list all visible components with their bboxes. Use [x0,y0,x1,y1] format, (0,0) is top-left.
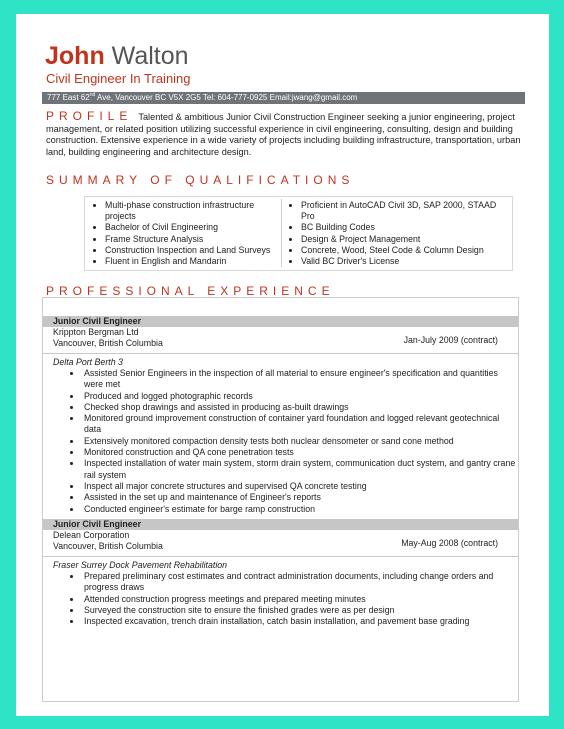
qualifications-right-column [289,200,507,267]
job-bullet: • Checked shop drawings and assisted in producing as-built drawings [82,402,518,413]
qualifications-heading: SUMMARY OF QUALIFICATIONS [46,173,355,187]
qualification-item: • Fluent in English and Mandarin [105,256,277,267]
qualification-item: • Design & Project Management [301,234,507,245]
company-name: Delean Corporation [53,530,130,540]
company-location: Vancouver, British Columbia [53,540,163,551]
job-bullets [43,571,518,627]
job-bullet: • Assisted in the set up and maintenance of Engineer's reports [82,492,518,503]
contact-address-start: 777 East 62 [47,93,90,102]
job-entry [43,316,518,515]
profile-heading: PROFILE [46,109,133,123]
job-title-bar: Junior Civil Engineer [43,519,518,530]
contact-ordinal: nd [89,92,96,98]
company-location: Vancouver, British Columbia [53,337,163,348]
qualification-item: • Multi-phase construction infrastructure projects [105,200,277,222]
job-bullet: • Inspected installation of water main system, storm drain system, communication duct system, and gantry crane rail system [82,458,518,481]
qualification-item: • Frame Structure Analysis [105,234,277,245]
job-bullet: • Conducted engineer's estimate for barge ramp construction [82,504,518,515]
job-bullet: • Prepared preliminary cost estimates and contract administration documents, including change orders and progress draws [82,571,518,594]
first-name: John [45,42,105,70]
job-bullet: • Monitored construction and QA cone penetration tests [82,447,518,458]
job-bullet: • Attended construction progress meetings and prepared meeting minutes [82,594,518,605]
job-bullet: • Produced and logged photographic records [82,391,518,402]
job-bullets [43,368,518,515]
job-title-bar: Junior Civil Engineer [43,316,518,327]
job-bullet: • Inspect all major concrete structures and supervised QA concrete testing [82,481,518,492]
contact-bar [42,92,525,104]
qualifications-divider [281,199,282,267]
qualification-item: • Construction Inspection and Land Surveys [105,245,277,256]
qualifications-box [84,196,513,271]
experience-box [42,297,519,702]
qualification-item: • Concrete, Wood, Steel Code & Column Design [301,245,507,256]
job-bullet: • Surveyed the construction site to ensure the finished grades were as per design [82,605,518,616]
job-title: Civil Engineer In Training [46,71,191,86]
last-name: Walton [111,42,189,70]
project-name: Fraser Surrey Dock Pavement Rehabilitation [53,560,228,570]
experience-heading: PROFESSIONAL EXPERIENCE [46,284,335,298]
qualifications-left-column [93,200,277,267]
job-info [43,327,518,354]
candidate-name [45,42,189,70]
project-name: Delta Port Berth 3 [53,357,123,367]
job-dates: Jan-July 2009 (contract) [403,335,498,345]
qualification-item: • BC Building Codes [301,222,507,233]
profile-section [46,111,526,158]
job-bullet: • Assisted Senior Engineers in the inspection of all material to ensure engineer's specification and quantities were met [82,368,518,391]
profile-text: Talented & ambitious Junior Civil Construction Engineer seeking a junior engineering, project management, or related position utilizing successful experience in civil engineering, consulting, design and building construction. Extensive experience in a wide variety of projects including building infrastructure, transportation, urban land, building engineering and architecture design. [46,112,521,157]
qualification-item: • Bachelor of Civil Engineering [105,222,277,233]
qualification-item: • Proficient in AutoCAD Civil 3D, SAP 2000, STAAD Pro [301,200,507,222]
job-bullet: • Extensively monitored compaction density tests both nuclear densometer or sand cone method [82,436,518,447]
company-name: Krippton Bergman Ltd [53,327,139,337]
job-info [43,530,518,557]
resume-page [16,14,549,716]
job-entry [43,519,518,627]
qualification-item: • Valid BC Driver's License [301,256,507,267]
job-bullet: • Inspected excavation, trench drain installation, catch basin installation, and pavement base grading [82,616,518,627]
contact-details: Ave, Vancouver BC V5X 2G5 Tel: 604-777-0925 Email:jwang@gmail.com [95,93,358,102]
job-dates: May-Aug 2008 (contract) [401,538,498,548]
job-bullet: • Monitored ground improvement construction of container yard foundation and logged relevant geotechnical data [82,413,518,436]
